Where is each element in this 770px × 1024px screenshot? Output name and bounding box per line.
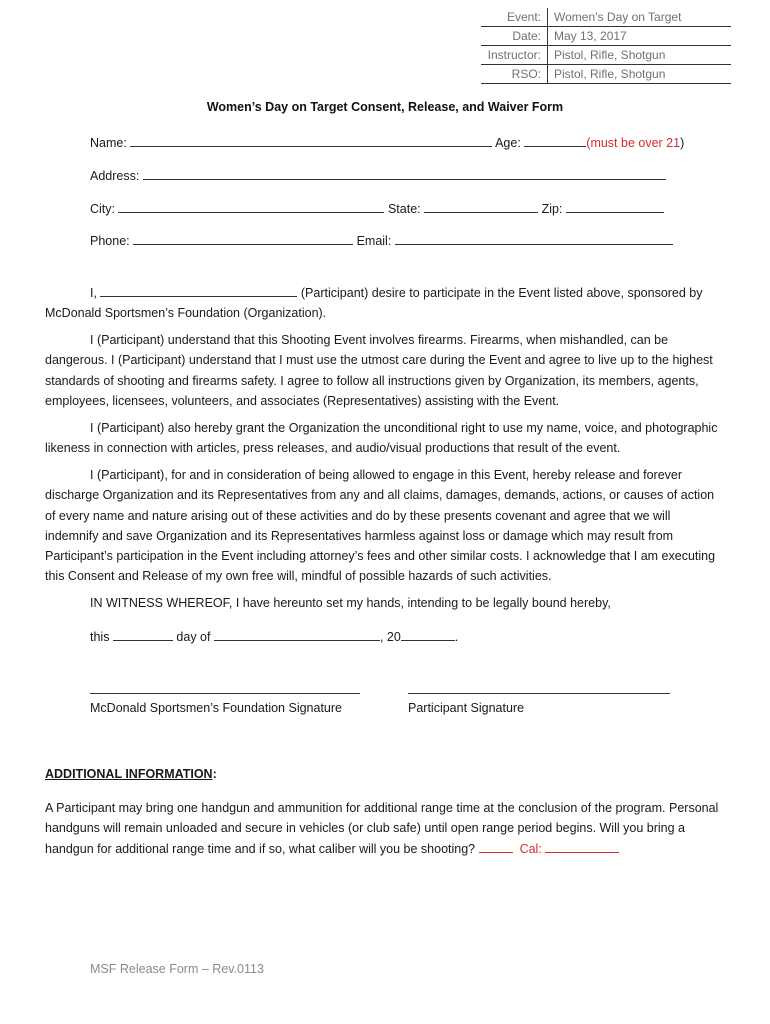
email-field[interactable]: [395, 232, 673, 245]
city-state-zip-line: [90, 200, 664, 216]
handgun-answer-field[interactable]: [479, 840, 513, 853]
foundation-signature-label: McDonald Sportsmen’s Foundation Signature: [90, 701, 342, 715]
p1-start: I,: [90, 286, 101, 300]
age-field[interactable]: [524, 134, 586, 147]
form-title: Women’s Day on Target Consent, Release, and Waiver Form: [206, 100, 564, 114]
age-label: Age:: [492, 136, 525, 150]
participant-signature-line[interactable]: [408, 692, 670, 694]
this-label: this: [90, 630, 113, 644]
date-period: .: [454, 630, 459, 644]
name-field[interactable]: [130, 134, 492, 147]
info-value: Women’s Day on Target: [554, 10, 682, 24]
date-line: [90, 628, 458, 644]
info-label: Instructor:: [481, 46, 548, 64]
additional-info-paragraph: [45, 798, 727, 859]
info-label: RSO:: [481, 65, 548, 83]
info-value: Pistol, Rifle, Shotgun: [554, 67, 666, 81]
day-field[interactable]: [113, 628, 173, 641]
additional-text: A Participant may bring one handgun and ammunition for additional range time at the conclusion of the program. Personal handguns will remain unloaded and secure in vehicles (or club safe) until open range period begins. Will you bring a handgun for additional range time and if so, what caliber will you be shooting?: [45, 801, 719, 856]
zip-field[interactable]: [566, 200, 664, 213]
info-row-event: [481, 8, 731, 27]
name-label: Name:: [90, 136, 131, 150]
info-value: Pistol, Rifle, Shotgun: [554, 48, 666, 62]
age-note-close: ): [680, 136, 685, 150]
email-label: Email:: [353, 234, 395, 248]
participant-name-field[interactable]: [100, 284, 297, 297]
name-age-line: [90, 134, 684, 150]
address-field[interactable]: [143, 167, 666, 180]
zip-label: Zip:: [538, 202, 566, 216]
form-footer: MSF Release Form – Rev.0113: [90, 962, 264, 976]
foundation-signature-line[interactable]: [90, 692, 360, 694]
p1-rest: (Participant) desire to participate in the Event listed above, sponsored by McDonald Sportsmen’s Foundation (Organization).: [45, 286, 703, 321]
event-info-table: [481, 8, 731, 84]
caliber-label: Cal:: [519, 841, 546, 856]
caliber-field[interactable]: [545, 840, 619, 853]
additional-info-heading: [45, 767, 217, 781]
address-line: [90, 167, 666, 183]
phone-email-line: [90, 232, 673, 248]
phone-label: Phone:: [90, 234, 134, 248]
firearms-paragraph: I (Participant) understand that this Shooting Event involves firearms. Firearms, when mishandled, can be dangerous. I (Participant) understand that I must use the utmost care during the Event and agree to live up to the highest standards of shooting and firearms safety. I agree to follow all instructions given by Organization, its members, agents, employees, licensees, volunteers, and associates (Representatives) assisting with the Event.: [45, 333, 713, 408]
city-field[interactable]: [118, 200, 384, 213]
release-paragraph: I (Participant), for and in consideration of being allowed to engage in this Event, hereby release and forever discharge Organization and its Representatives from any and all claims, damages, demands, actions, or causes of action of every name and nature arising out of these activities and do by these presents covenant and agree that we will indemnify and save Organization and its Representatives harmless against loss or damage which may result from Participant’s participation in the Event including attorney’s fees and other similar costs. I acknowledge that I am executing this Consent and Release of my own free will, mindful of possible hazards of such activities.: [45, 468, 716, 584]
age-requirement-note: (must be over 21: [586, 136, 681, 150]
day-of-label: day of: [172, 630, 214, 644]
info-row-date: [481, 27, 731, 46]
city-label: City:: [90, 202, 119, 216]
year-prefix: , 20: [379, 630, 401, 644]
info-row-instructor: [481, 46, 731, 65]
state-field[interactable]: [424, 200, 538, 213]
info-label: Date:: [481, 27, 548, 45]
participant-signature-label: Participant Signature: [408, 701, 525, 715]
phone-field[interactable]: [133, 232, 353, 245]
info-value: May 13, 2017: [554, 29, 627, 43]
info-label: Event:: [481, 8, 548, 26]
witness-paragraph: IN WITNESS WHEREOF, I have hereunto set my hands, intending to be legally bound hereby,: [90, 596, 611, 610]
info-row-rso: [481, 65, 731, 84]
year-field[interactable]: [401, 628, 455, 641]
additional-heading-text: ADDITIONAL INFORMATION: [45, 767, 213, 781]
state-label: State:: [384, 202, 425, 216]
participant-paragraph: [45, 283, 727, 324]
address-label: Address:: [90, 169, 143, 183]
additional-heading-colon: :: [212, 767, 217, 781]
likeness-paragraph: I (Participant) also hereby grant the Organization the unconditional right to use my name, voice, and photographic likeness in connection with articles, press releases, and audio/visual productions that result of the event.: [45, 421, 718, 456]
month-field[interactable]: [214, 628, 380, 641]
